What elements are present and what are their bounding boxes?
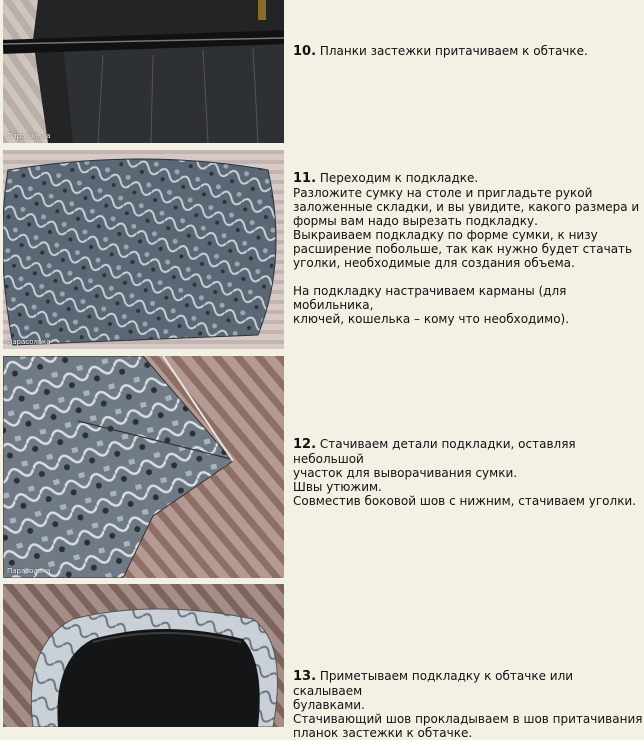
step-line: Планки застежки притачиваем к обтачке. — [319, 44, 588, 58]
step-11 — [0, 150, 644, 350]
step-13-text — [293, 669, 643, 740]
step-line: Переходим к подкладке. — [319, 171, 479, 185]
step-number: 12. — [293, 437, 317, 452]
step-12 — [0, 356, 644, 580]
step-line: Приметываем подкладку к обтачке или скалываем — [293, 669, 574, 698]
step-line: планок застежки к обтачке. — [293, 726, 473, 740]
step-number: 10. — [293, 44, 317, 59]
step-line: Швы утюжим. — [293, 480, 382, 494]
step-line: ключей, кошелька – кому что необходимо). — [293, 312, 570, 326]
photo-watermark: Парасолька — [7, 567, 51, 575]
photo-lining-attached — [3, 584, 284, 727]
step-line: расширение побольше, так как нужно будет стачать — [293, 242, 633, 256]
step-line: Стачивающий шов прокладываем в шов притачивания — [293, 712, 643, 726]
photo-lining-seams — [3, 356, 284, 578]
photo-watermark: Парасолька — [7, 132, 51, 140]
step-line: уголки, необходимые для создания объема. — [293, 256, 575, 270]
step-line: Выкраиваем подкладку по форме сумки, к низу — [293, 228, 598, 242]
step-number: 13. — [293, 669, 317, 684]
step-line: На подкладку настрачиваем карманы (для мобильника, — [293, 284, 567, 312]
photo-watermark: Парасолька — [7, 338, 51, 346]
step-line: Совместив боковой шов с нижним, стачиваем уголки. — [293, 494, 637, 508]
step-line: Стачиваем детали подкладки, оставляя небольшой — [293, 437, 576, 466]
photo-lining-cutout — [3, 150, 284, 349]
photo-zipper-facing — [3, 0, 284, 143]
step-line: Разложите сумку на столе и пригладьте рукой — [293, 186, 593, 200]
step-line: формы вам надо вырезать подкладку. — [293, 214, 538, 228]
step-10 — [0, 0, 644, 146]
step-line: заложенные складки, и вы увидите, какого размера и — [293, 200, 640, 214]
step-10-text — [293, 44, 643, 59]
step-line: участок для выворачивания сумки. — [293, 466, 518, 480]
step-11-text — [293, 171, 643, 326]
step-line: булавками. — [293, 698, 365, 712]
step-12-text — [293, 437, 643, 508]
step-13 — [0, 584, 644, 740]
step-number: 11. — [293, 171, 317, 186]
